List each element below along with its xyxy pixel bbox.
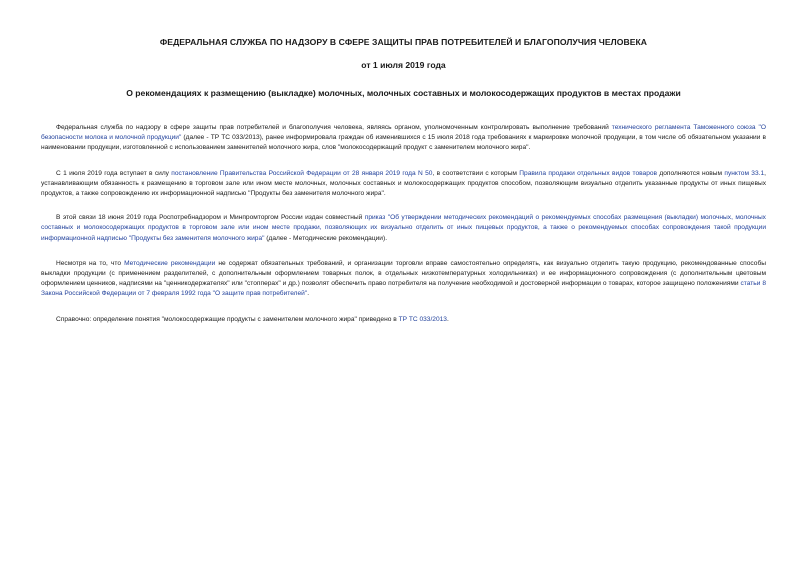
document-title: ФЕДЕРАЛЬНАЯ СЛУЖБА ПО НАДЗОРУ В СФЕРЕ ЗАЩИТЫ ПРАВ ПОТРЕБИТЕЛЕЙ И БЛАГОПОЛУЧИЯ ЧЕЛОВЕКА — [159, 37, 648, 47]
link-methodical-recommendations[interactable]: Методические рекомендации — [124, 259, 216, 267]
paragraph-3 — [41, 213, 766, 244]
link-tr-ts-033-2013[interactable]: ТР ТС 033/2013 — [398, 315, 447, 323]
document-date: от 1 июля 2019 года — [361, 60, 446, 70]
text: Федеральная служба по надзору в сфере защиты прав потребителей и благополучия человека, являясь органом, уполномоченным контролировать выполнение требований — [56, 124, 612, 131]
text: . — [446, 315, 449, 323]
text: , устанавливающим обязанность к размещению в торговом зале или ином месте молочных, молочных составных и молокосодержащих продуктов способом, позволяющим визуально отделить указанные продукты от иных пищевых продуктов, а также сопровождению их информационной надписью "Продукты без заменителя молочного жира". — [41, 169, 766, 198]
link-tr-ts-033[interactable]: технического регламента Таможенного союза "О безопасности молока и молочной продукции" — [41, 124, 766, 142]
text: С 1 июля 2019 года вступает в силу — [56, 169, 172, 177]
paragraph-5 — [41, 315, 766, 325]
text: не содержат обязательных требований, и организации торговли вправе самостоятельно определять, как визуально отделить такую продукцию, рекомендованные способы выкладки продукции (с применением разделителей, с дополнительным оформлением товарных полок, в отдельных низкотемпературных холодильниках) и ее информационного сопровождения (с дополнительным цветовым оформлением ценников, надписями на "ценникодержателях" или "стопперах" и др.) позволят обеспечить право потребителя на получение необходимой и достоверной информации о товарах, которое защищено положениями — [41, 259, 766, 288]
text: В этой связи 18 июня 2019 года Роспотребнадзором и Минпромторгом России издан совместный — [56, 214, 365, 222]
link-clause-33-1[interactable]: пунктом 33.1 — [724, 169, 765, 177]
text: . — [307, 290, 310, 298]
link-joint-order[interactable]: приказ "Об утверждении методических рекомендаций о рекомендуемых способах размещения (выкладки) молочных, молочных составных и молокосодержащих продуктов в торговом зале или ином месте продажи, позволяющих их визуально отделить от иных пищевых продуктов, а также о рекомендуемых способах сопровождения такой продукции информационной надписью "Продукты без заменителя молочного жира" — [41, 214, 766, 242]
text: Несмотря на то, что — [56, 259, 125, 267]
text: дополняются новым — [657, 169, 725, 177]
document-subject: О рекомендациях к размещению (выкладке) молочных, молочных составных и молокосодержащих продуктов в местах продажи — [126, 88, 681, 98]
text: (далее - ТР ТС 033/2013), ранее информировала граждан об изменившихся с 15 июля 2018 года требованиях к маркировке молочной продукции, в том числе об обязательном указании в наименовании продукции, изготовленной с использованием заменителей молочного жира, слов "молокосодержащий продукт с заменителем молочного жира". — [41, 134, 766, 152]
link-sales-rules[interactable]: Правила продажи отдельных видов товаров — [519, 169, 658, 177]
paragraph-1 — [41, 123, 766, 154]
text: , в соответствии с которым — [432, 169, 520, 177]
text: Справочно: определение понятия "молокосодержащие продукты с заменителем молочного жира" приведено в — [56, 315, 399, 323]
link-consumer-rights-law[interactable]: статьи 8 Закона Российской Федерации от 7 февраля 1992 года "О защите прав потребителей" — [41, 280, 766, 298]
document-body — [41, 123, 766, 340]
text: (далее - Методические рекомендации). — [264, 234, 388, 242]
paragraph-4 — [41, 259, 766, 300]
link-government-decree[interactable]: постановление Правительства Российской Федерации от 28 января 2019 года N 50 — [171, 169, 433, 177]
paragraph-2 — [41, 169, 766, 200]
